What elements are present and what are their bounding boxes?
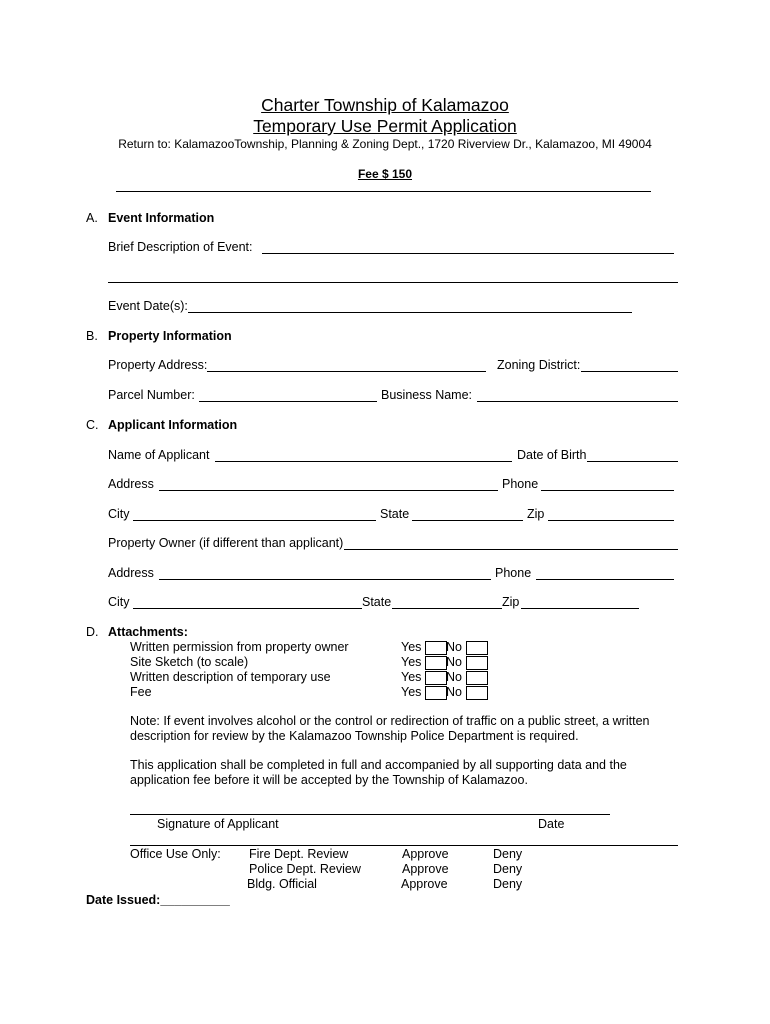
property-owner-label: Property Owner (if different than applicant) — [108, 536, 344, 550]
applicant-phone-label: Phone — [502, 477, 539, 491]
date-issued-field[interactable] — [86, 893, 230, 907]
attachment-no-label: No — [446, 670, 462, 684]
signature-label: Signature of Applicant — [157, 817, 279, 831]
event-dates-field[interactable] — [188, 312, 632, 313]
section-c-heading: Applicant Information — [108, 418, 238, 432]
attachment-yes-checkbox[interactable] — [425, 686, 447, 700]
fee-amount: Fee $ 150 — [357, 167, 413, 181]
owner-state-label: State — [362, 595, 392, 609]
attachment-label: Fee — [130, 685, 152, 699]
attachment-yes-checkbox[interactable] — [425, 656, 447, 670]
brief-description-field-line2[interactable] — [108, 282, 678, 283]
signature-date-label: Date — [538, 817, 565, 831]
section-c-letter: C. — [86, 418, 99, 432]
section-b-heading: Property Information — [108, 329, 232, 343]
deny-option: Deny — [493, 862, 523, 876]
note-text-line2: description for review by the Kalamazoo Township Police Department is required. — [130, 729, 579, 743]
form-subtitle: Temporary Use Permit Application — [253, 116, 517, 136]
parcel-number-field[interactable] — [199, 401, 377, 402]
applicant-city-label: City — [108, 507, 130, 521]
dob-label: Date of Birth — [517, 448, 587, 462]
attachment-no-label: No — [446, 640, 462, 654]
approve-option: Approve — [401, 877, 448, 891]
office-use-divider — [130, 845, 678, 846]
business-name-field[interactable] — [477, 401, 678, 402]
zoning-district-label: Zoning District: — [497, 358, 581, 372]
attachment-yes-label: Yes — [401, 685, 422, 699]
brief-description-label: Brief Description of Event: — [108, 240, 253, 254]
office-use-label: Office Use Only: — [130, 847, 221, 861]
section-d-heading: Attachments: — [108, 625, 188, 639]
attachment-yes-checkbox[interactable] — [425, 641, 447, 655]
section-d-letter: D. — [86, 625, 99, 639]
brief-description-field[interactable] — [262, 253, 674, 254]
signature-line[interactable] — [130, 814, 610, 815]
section-a-letter: A. — [86, 211, 98, 225]
property-owner-field[interactable] — [344, 549, 678, 550]
owner-zip-field[interactable] — [521, 608, 639, 609]
zoning-district-field[interactable] — [581, 371, 678, 372]
section-b-letter: B. — [86, 329, 98, 343]
completion-text: This application shall be completed in full and accompanied by all supporting data and the — [130, 758, 627, 772]
date-issued-blank: __________ — [160, 893, 230, 907]
attachment-yes-label: Yes — [401, 670, 422, 684]
applicant-name-field[interactable] — [215, 461, 512, 462]
attachment-no-checkbox[interactable] — [466, 686, 488, 700]
owner-state-field[interactable] — [392, 608, 502, 609]
attachment-label: Site Sketch (to scale) — [130, 655, 249, 669]
attachment-yes-label: Yes — [401, 640, 422, 654]
attachment-no-checkbox[interactable] — [466, 656, 488, 670]
return-address: Return to: KalamazooTownship, Planning & Zoning Dept., 1720 Riverview Dr., Kalamazoo, MI 49004 — [118, 137, 652, 151]
applicant-address-field[interactable] — [159, 490, 498, 491]
review-dept: Fire Dept. Review — [249, 847, 349, 861]
attachment-label: Written permission from property owner — [130, 640, 349, 654]
owner-address-label: Address — [108, 566, 154, 580]
owner-phone-label: Phone — [495, 566, 532, 580]
applicant-state-field[interactable] — [412, 520, 523, 521]
applicant-city-field[interactable] — [133, 520, 376, 521]
approve-option: Approve — [402, 847, 449, 861]
applicant-zip-label: Zip — [527, 507, 545, 521]
owner-city-label: City — [108, 595, 130, 609]
property-address-label: Property Address: — [108, 358, 208, 372]
applicant-name-label: Name of Applicant — [108, 448, 210, 462]
attachment-yes-label: Yes — [401, 655, 422, 669]
attachment-no-checkbox[interactable] — [466, 671, 488, 685]
event-dates-label: Event Date(s): — [108, 299, 188, 313]
applicant-address-label: Address — [108, 477, 154, 491]
attachment-label: Written description of temporary use — [130, 670, 331, 684]
applicant-zip-field[interactable] — [548, 520, 674, 521]
attachment-yes-checkbox[interactable] — [425, 671, 447, 685]
owner-city-field[interactable] — [133, 608, 362, 609]
form-title: Charter Township of Kalamazoo — [261, 95, 509, 115]
owner-phone-field[interactable] — [536, 579, 674, 580]
parcel-number-label: Parcel Number: — [108, 388, 195, 402]
date-issued-label: Date Issued: — [86, 893, 161, 907]
deny-option: Deny — [493, 847, 523, 861]
completion-text-line2: application fee before it will be accepted by the Township of Kalamazoo. — [130, 773, 528, 787]
applicant-state-label: State — [380, 507, 410, 521]
review-dept: Police Dept. Review — [249, 862, 361, 876]
attachment-no-label: No — [446, 685, 462, 699]
deny-option: Deny — [493, 877, 523, 891]
header-divider — [116, 191, 651, 192]
business-name-label: Business Name: — [381, 388, 473, 402]
dob-field[interactable] — [587, 461, 678, 462]
review-dept: Bldg. Official — [247, 877, 317, 891]
owner-zip-label: Zip — [502, 595, 520, 609]
owner-address-field[interactable] — [159, 579, 491, 580]
property-address-field[interactable] — [207, 371, 486, 372]
applicant-phone-field[interactable] — [541, 490, 674, 491]
section-a-heading: Event Information — [108, 211, 215, 225]
attachment-no-checkbox[interactable] — [466, 641, 488, 655]
approve-option: Approve — [402, 862, 449, 876]
note-text: Note: If event involves alcohol or the control or redirection of traffic on a public street, a written — [130, 714, 650, 728]
attachment-no-label: No — [446, 655, 462, 669]
